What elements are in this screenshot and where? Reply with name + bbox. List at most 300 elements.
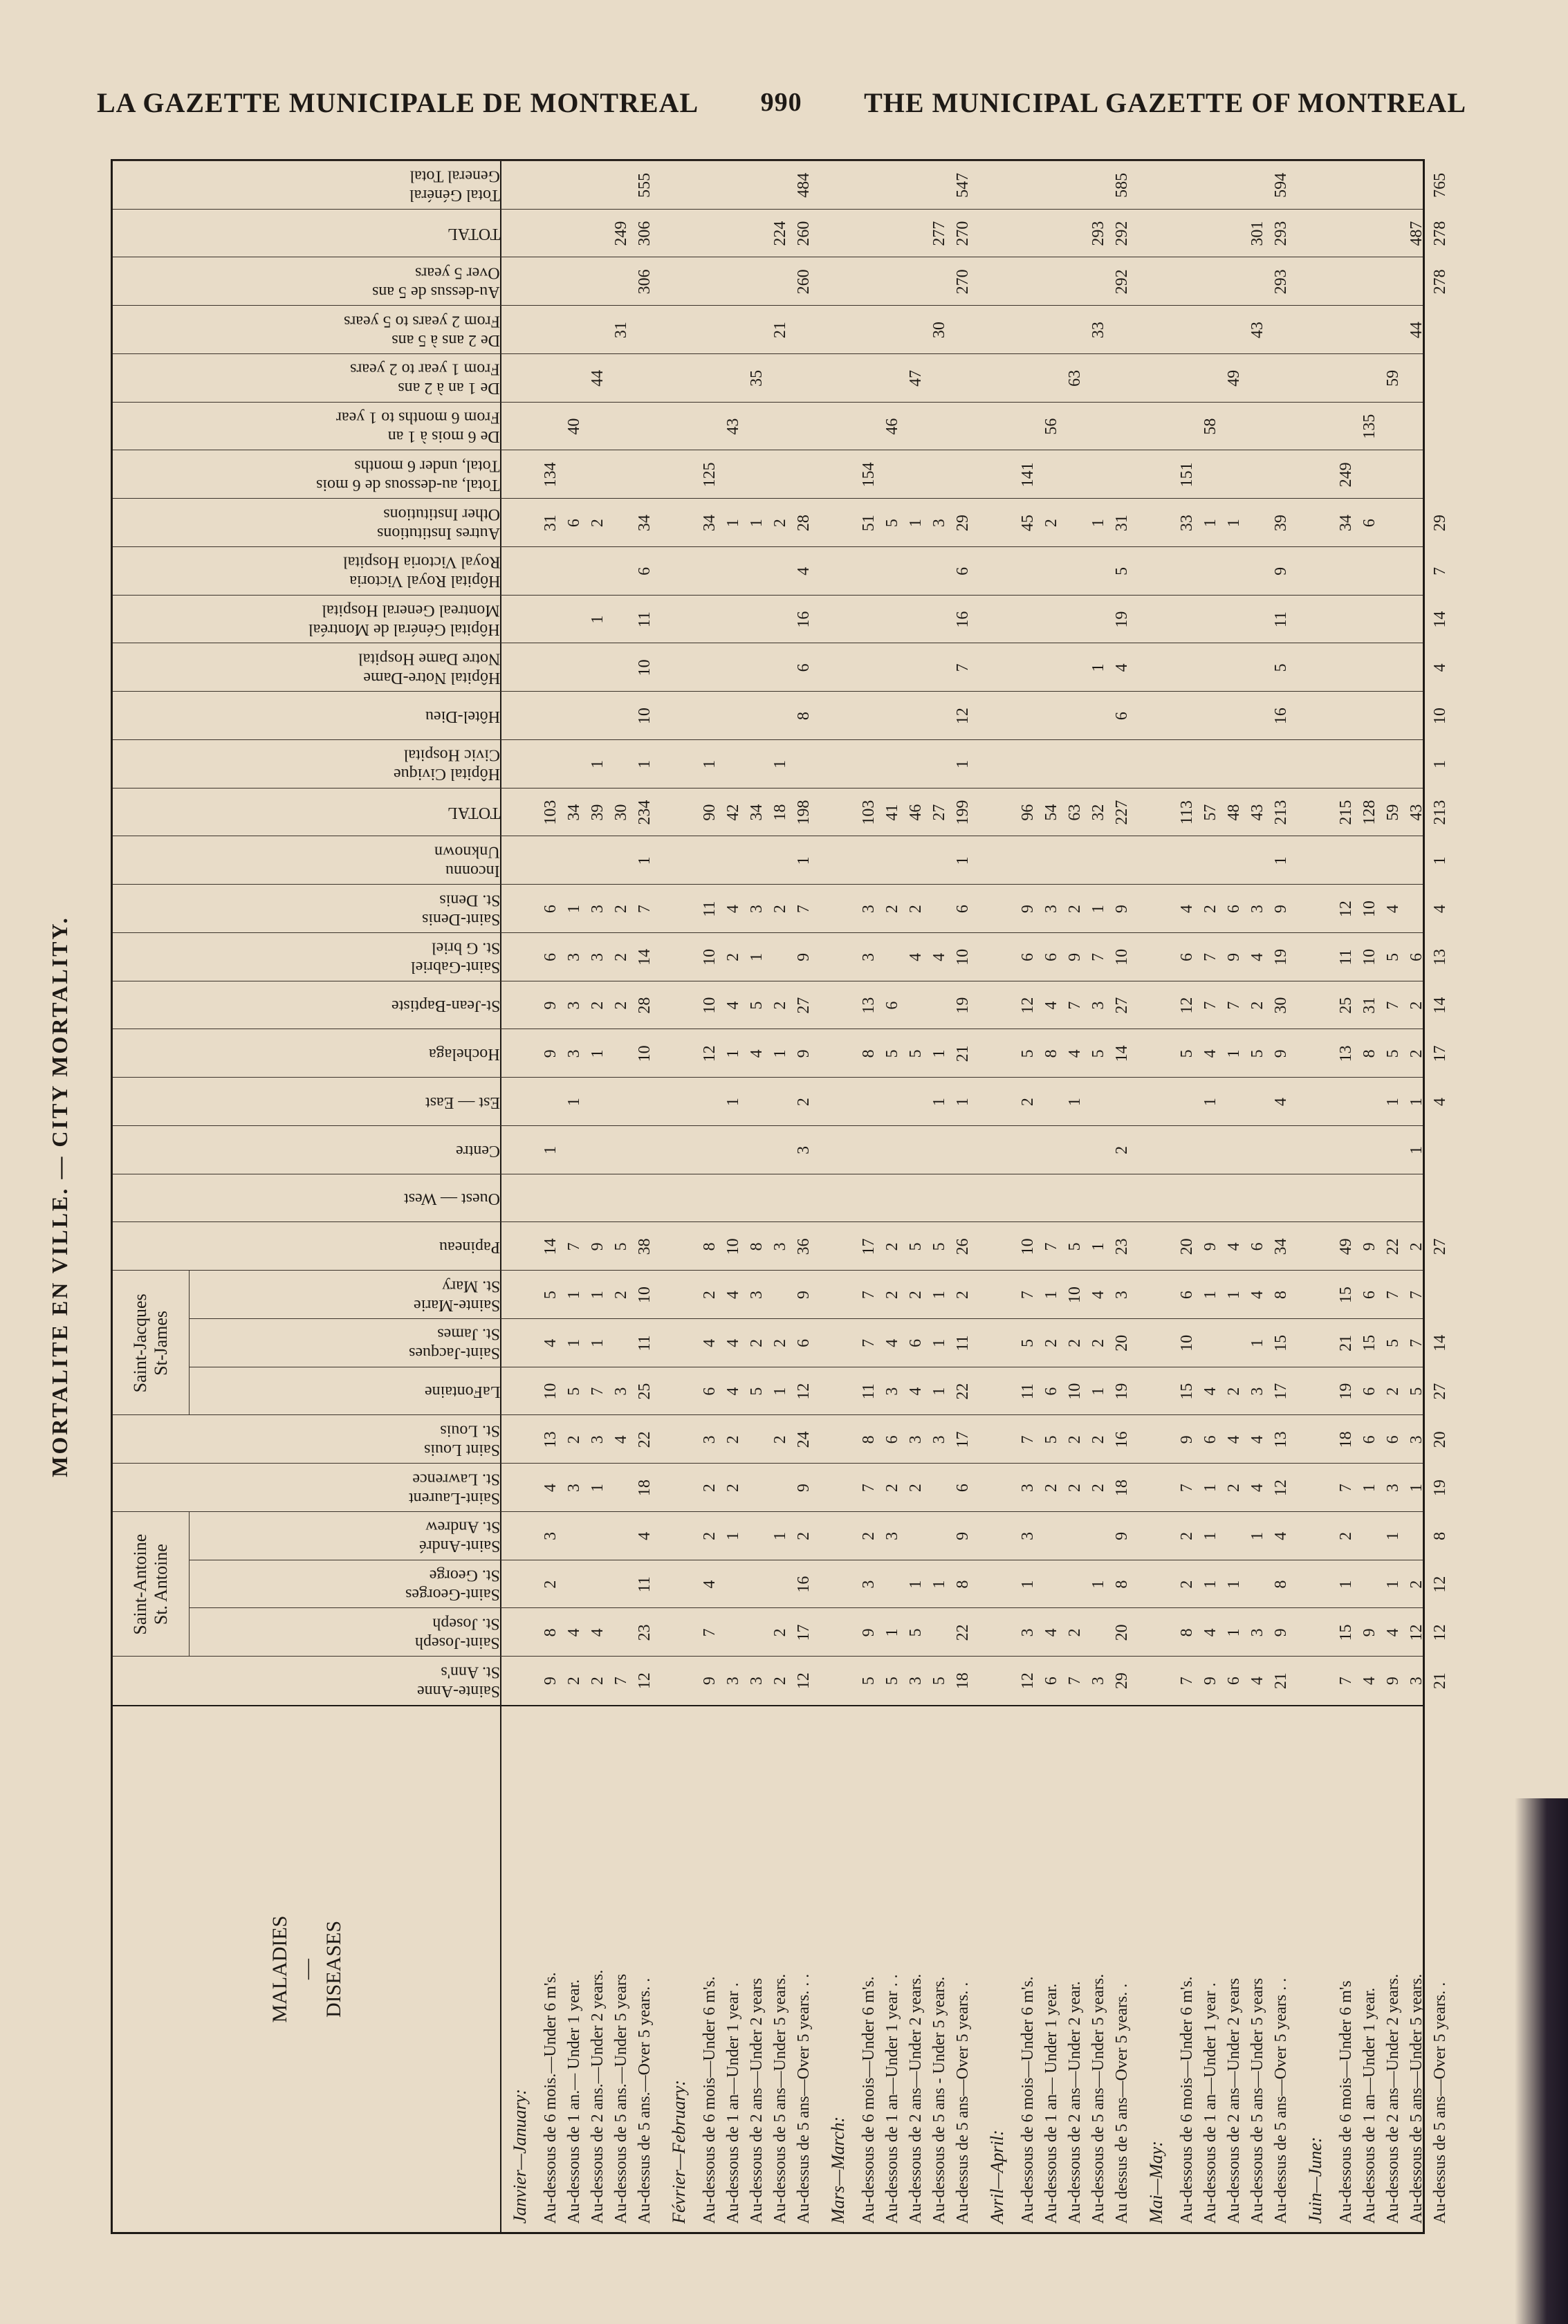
table-cell: 7	[1408, 1338, 1426, 1347]
table-cell: 1	[1384, 1098, 1402, 1107]
row-label: Au-dessous de 6 mois.—Under 6 m's.	[542, 1972, 560, 2224]
table-cell: 125	[701, 462, 719, 488]
table-cell: 6	[907, 1338, 925, 1347]
table-cell: 3	[883, 1387, 901, 1396]
table-cell: 22	[636, 1431, 654, 1448]
row-label: Au-dessous de 1 an— Under 1 year.	[1042, 1983, 1060, 2224]
table-cell: 2	[612, 1291, 630, 1300]
table-cell: 30	[612, 804, 630, 821]
table-cell: 10	[1019, 1238, 1037, 1255]
column-header	[113, 788, 500, 837]
row-label: Au-dessus de 5 ans—Over 5 years . .	[1272, 1977, 1290, 2224]
column-header-label: Total Général General Total	[409, 167, 500, 205]
table-cell: 3	[795, 1145, 813, 1154]
column-header	[113, 160, 500, 210]
table-cell: 1	[1089, 1242, 1107, 1251]
table-cell: 56	[1042, 418, 1060, 435]
row-label: Au-dessous de 1 an.— Under 1 year.	[565, 1979, 583, 2224]
table-cell: 5	[907, 1049, 925, 1058]
table-cell: 6	[1361, 1291, 1378, 1300]
table-cell: 5	[748, 1001, 766, 1010]
table-cell: 14	[1431, 611, 1449, 628]
table-cell: 7	[860, 1338, 878, 1347]
table-cell: 10	[1361, 901, 1378, 918]
month-heading: Février—February:	[669, 2080, 689, 2224]
row-label: Au-dessous de 2 ans—Under 2 years.	[907, 1973, 925, 2224]
table-cell: 2	[701, 1291, 719, 1300]
column-header-label: Saint Louis St. Louis	[423, 1421, 500, 1459]
table-cell: 27	[1113, 997, 1131, 1014]
table-cell: 1	[1225, 1291, 1243, 1300]
table-cell: 17	[860, 1238, 878, 1255]
table-cell: 270	[954, 269, 972, 295]
table-cell: 11	[860, 1383, 878, 1400]
table-cell: 5	[883, 1677, 901, 1686]
table-cell: 3	[701, 1435, 719, 1444]
table-cell: 2	[1178, 1580, 1196, 1589]
row-label: Au-dessous de 5 ans - Under 5 years.	[930, 1976, 948, 2224]
table-cell: 8	[748, 1242, 766, 1251]
table-cell: 2	[1066, 1628, 1084, 1637]
table-cell: 12	[1408, 1624, 1426, 1641]
book-spine-shadow	[1515, 1798, 1568, 2324]
table-cell: 4	[636, 1531, 654, 1540]
table-cell: 1	[1225, 1580, 1243, 1589]
table-cell: 31	[612, 322, 630, 339]
table-cell: 11	[1019, 1383, 1037, 1400]
table-cell: 15	[1178, 1383, 1196, 1400]
table-cell: 12	[954, 708, 972, 725]
table-cell: 224	[771, 221, 789, 246]
table-cell: 33	[1178, 515, 1196, 532]
table-cell: 16	[795, 611, 813, 628]
column-header	[113, 209, 500, 258]
table-cell: 96	[1019, 804, 1037, 821]
table-cell: 27	[795, 997, 813, 1014]
table-cell: 1	[771, 1387, 789, 1396]
table-cell: 3	[860, 952, 878, 961]
table-cell: 19	[1337, 1383, 1355, 1400]
table-cell: 3	[1408, 1435, 1426, 1444]
table-cell: 9	[1066, 952, 1084, 961]
table-cell: 8	[795, 712, 813, 721]
table-cell: 4	[1248, 1484, 1266, 1493]
table-cell: 3	[1384, 1484, 1402, 1493]
table-cell: 1	[565, 905, 583, 914]
table-cell: 293	[1272, 221, 1290, 246]
table-cell: 3	[565, 1001, 583, 1010]
column-header-label: Sainte-Anne St. Ann's	[417, 1663, 500, 1700]
row-label: Au-dessous de 6 mois—Under 6 m's.	[1178, 1976, 1196, 2224]
table-cell: 13	[1272, 1431, 1290, 1448]
table-cell: 2	[724, 952, 742, 961]
table-cell: 9	[795, 1049, 813, 1058]
table-cell: 1	[1201, 1291, 1219, 1300]
table-cell: 31	[1113, 515, 1131, 532]
table-cell: 7	[1019, 1291, 1037, 1300]
table-cell: 16	[795, 1576, 813, 1593]
table-cell: 15	[1337, 1286, 1355, 1304]
table-cell: 292	[1113, 221, 1131, 246]
table-cell: 1	[589, 759, 607, 768]
column-header-label: Inconnu Unknown	[434, 842, 500, 880]
row-label: Au-dessous de 5 ans—Under 5 years.	[1089, 1973, 1107, 2224]
table-cell: 5	[565, 1387, 583, 1396]
table-cell: 1	[1201, 1580, 1219, 1589]
table-cell: 2	[612, 952, 630, 961]
table-cell: 1	[1201, 1098, 1219, 1107]
table-cell: 11	[701, 901, 719, 917]
table-cell: 1	[1431, 759, 1449, 768]
column-header	[189, 1318, 500, 1367]
table-cell: 1	[930, 1338, 948, 1347]
table-cell: 9	[542, 1001, 560, 1010]
table-cell: 22	[954, 1383, 972, 1400]
table-cell: 11	[636, 1576, 654, 1593]
table-cell: 59	[1384, 369, 1402, 387]
table-cell: 213	[1431, 800, 1449, 825]
table-cell: 6	[1361, 519, 1378, 528]
table-cell: 1	[930, 1580, 948, 1589]
table-cell: 9	[1361, 1628, 1378, 1637]
column-header	[189, 1608, 500, 1657]
column-group-1	[113, 1270, 190, 1415]
table-cell: 2	[795, 1098, 813, 1107]
table-cell: 4	[1225, 1242, 1243, 1251]
table-cell: 9	[1272, 566, 1290, 575]
table-cell: 4	[724, 1291, 742, 1300]
table-cell: 34	[636, 515, 654, 532]
table-cell: 26	[954, 1238, 972, 1255]
table-cell: 49	[1337, 1238, 1355, 1255]
table-cell: 306	[636, 269, 654, 295]
table-cell: 4	[1113, 663, 1131, 672]
table-cell: 8	[1042, 1049, 1060, 1058]
diseases-header-en: DISEASES	[322, 1920, 345, 2018]
table-cell: 2	[907, 1484, 925, 1493]
table-cell: 27	[930, 804, 948, 821]
table-body	[500, 161, 1449, 2232]
table-cell: 33	[1089, 322, 1107, 339]
table-cell: 4	[883, 1338, 901, 1347]
table-cell: 1	[1225, 519, 1243, 528]
table-cell: 5	[1384, 1338, 1402, 1347]
table-cell: 4	[1272, 1531, 1290, 1540]
table-cell: 3	[1248, 1628, 1266, 1637]
table-cell: 21	[1337, 1334, 1355, 1352]
table-cell: 6	[954, 905, 972, 914]
table-cell: 6	[542, 905, 560, 914]
table-cell: 2	[771, 1338, 789, 1347]
column-header	[113, 353, 500, 403]
table-cell: 6	[883, 1435, 901, 1444]
column-header	[113, 643, 500, 692]
table-cell: 1	[1201, 519, 1219, 528]
table-cell: 12	[1337, 901, 1355, 918]
table-cell: 17	[795, 1624, 813, 1641]
column-header	[113, 691, 500, 740]
row-label: Au-dessous de 2 ans—Under 2 year.	[1066, 1981, 1084, 2224]
table-cell: 3	[565, 952, 583, 961]
table-cell: 1	[954, 1098, 972, 1107]
table-cell: 21	[954, 1045, 972, 1062]
table-cell: 59	[1384, 804, 1402, 821]
table-cell: 10	[954, 948, 972, 966]
table-cell: 4	[1361, 1677, 1378, 1686]
table-cell: 42	[724, 804, 742, 821]
table-cell: 17	[1272, 1383, 1290, 1400]
table-cell: 25	[1337, 997, 1355, 1014]
table-cell: 12	[1431, 1576, 1449, 1593]
table-cell: 1	[1089, 905, 1107, 914]
table-cell: 3	[565, 1049, 583, 1058]
table-cell: 32	[1089, 804, 1107, 821]
table-cell: 3	[589, 905, 607, 914]
table-cell: 1	[1201, 1484, 1219, 1493]
column-header	[113, 932, 500, 981]
table-cell: 9	[542, 1049, 560, 1058]
table-cell: 306	[636, 221, 654, 246]
table-cell: 19	[954, 997, 972, 1014]
table-cell: 3	[1089, 1001, 1107, 1010]
table-cell: 9	[795, 952, 813, 961]
table-cell: 7	[1201, 952, 1219, 961]
table-cell: 6	[954, 1484, 972, 1493]
table-cell: 19	[1113, 611, 1131, 628]
table-cell: 2	[883, 1291, 901, 1300]
table-cell: 293	[1089, 221, 1107, 246]
table-cell: 16	[1113, 1431, 1131, 1448]
column-group-0	[113, 1511, 190, 1657]
table-cell: 2	[1408, 1580, 1426, 1589]
table-cell: 5	[930, 1242, 948, 1251]
table-cell: 12	[636, 1672, 654, 1690]
column-header	[113, 498, 500, 547]
table-cell: 44	[589, 369, 607, 387]
table-cell: 40	[565, 418, 583, 435]
table-cell: 1	[1384, 1531, 1402, 1540]
column-header-label: Saint-Jacques St. James	[409, 1325, 500, 1363]
column-header-label: St-Jean-Baptiste	[391, 997, 500, 1015]
table-cell: 103	[542, 800, 560, 825]
table-cell: 12	[1431, 1624, 1449, 1641]
table-cell: 20	[1113, 1334, 1131, 1352]
column-header-label: Total, au-dessous de 6 mois Total, under 6 months	[316, 456, 500, 494]
table-cell: 4	[1431, 905, 1449, 914]
table-cell: 14	[1431, 997, 1449, 1014]
table-cell: 54	[1042, 804, 1060, 821]
table-cell: 12	[1178, 997, 1196, 1014]
table-cell: 227	[1113, 800, 1131, 825]
table-cell: 18	[1113, 1479, 1131, 1497]
table-cell: 8	[1272, 1291, 1290, 1300]
column-group-sublabel: St-James	[151, 1310, 171, 1376]
table-cell: 2	[883, 905, 901, 914]
table-cell: 15	[1272, 1334, 1290, 1352]
column-header	[113, 595, 500, 644]
column-header-label: Est — East	[425, 1093, 500, 1112]
table-cell: 4	[1384, 1628, 1402, 1637]
table-cell: 41	[883, 804, 901, 821]
table-cell: 4	[612, 1435, 630, 1444]
table-cell: 199	[954, 800, 972, 825]
table-cell: 1	[1337, 1580, 1355, 1589]
table-cell: 547	[954, 172, 972, 198]
column-rule	[500, 402, 1423, 403]
table-cell: 5	[1019, 1338, 1037, 1347]
table-cell: 2	[1225, 1387, 1243, 1396]
table-cell: 278	[1431, 221, 1449, 246]
table-cell: 22	[1384, 1238, 1402, 1255]
table-cell: 46	[883, 418, 901, 435]
table-cell: 11	[1272, 611, 1290, 628]
table-cell: 213	[1272, 800, 1290, 825]
table-cell: 3	[1019, 1628, 1037, 1637]
column-header	[113, 546, 500, 596]
table-cell: 1	[771, 1531, 789, 1540]
table-cell: 11	[636, 1335, 654, 1352]
table-cell: 7	[1337, 1484, 1355, 1493]
table-cell: 2	[724, 1484, 742, 1493]
table-cell: 15	[1361, 1334, 1378, 1352]
table-cell: 20	[1178, 1238, 1196, 1255]
table-cell: 1	[636, 856, 654, 865]
column-group-label: Saint-Antoine	[130, 1533, 150, 1635]
table-cell: 7	[1225, 1001, 1243, 1010]
table-cell: 2	[1225, 1484, 1243, 1493]
table-cell: 5	[1178, 1049, 1196, 1058]
table-cell: 2	[1019, 1098, 1037, 1107]
table-cell: 1	[771, 1049, 789, 1058]
table-cell: 1	[589, 1338, 607, 1347]
table-cell: 5	[860, 1677, 878, 1686]
table-cell: 10	[701, 997, 719, 1014]
table-cell: 3	[748, 905, 766, 914]
table-cell: 2	[701, 1484, 719, 1493]
table-cell: 17	[954, 1431, 972, 1448]
running-header	[97, 82, 1466, 123]
table-cell: 4	[907, 1387, 925, 1396]
row-label: Au-dessous de 1 an—Under 1 year . .	[883, 1974, 901, 2224]
table-cell: 4	[724, 1001, 742, 1010]
table-cell: 5	[612, 1242, 630, 1251]
table-cell: 6	[1225, 1677, 1243, 1686]
table-cell: 43	[724, 418, 742, 435]
row-label: Au-dessous de 5 ans—Under 5 years.	[1408, 1973, 1426, 2224]
table-cell: 484	[795, 172, 813, 198]
table-cell: 16	[954, 611, 972, 628]
table-cell: 135	[1361, 414, 1378, 439]
table-cell: 7	[1019, 1435, 1037, 1444]
table-cell: 4	[1201, 1387, 1219, 1396]
row-label: Au-dessus de 5 ans—Over 5 years. .	[1431, 1982, 1449, 2224]
table-cell: 6	[795, 663, 813, 672]
table-cell: 4	[1248, 952, 1266, 961]
table-cell: 5	[907, 1242, 925, 1251]
table-cell: 3	[907, 1435, 925, 1444]
table-cell: 28	[636, 997, 654, 1014]
table-cell: 46	[907, 804, 925, 821]
column-header-label: Hôpital Civique Civic Hospital	[394, 746, 500, 784]
table-cell: 1	[1361, 1484, 1378, 1493]
table-cell: 2	[907, 905, 925, 914]
table-cell: 1	[795, 856, 813, 865]
table-cell: 9	[1201, 1242, 1219, 1251]
table-cell: 5	[1272, 663, 1290, 672]
table-cell: 2	[612, 905, 630, 914]
table-cell: 293	[1272, 269, 1290, 295]
table-cell: 7	[860, 1484, 878, 1493]
table-cell: 8	[1361, 1049, 1378, 1058]
table-cell: 1	[1019, 1580, 1037, 1589]
diseases-header	[113, 1705, 500, 2232]
table-cell: 4	[1089, 1291, 1107, 1300]
table-cell: 4	[907, 952, 925, 961]
table-cell: 5	[930, 1677, 948, 1686]
table-cell: 1	[954, 759, 972, 768]
table-cell: 151	[1178, 462, 1196, 488]
column-header-label: Saint-Georges St. George	[405, 1566, 500, 1604]
column-rule	[500, 450, 1423, 451]
row-label: Au-dessous de 5 ans—Under 5 years.	[771, 1973, 789, 2224]
table-cell: 5	[542, 1291, 560, 1300]
table-cell: 5	[883, 1049, 901, 1058]
table-cell: 7	[701, 1628, 719, 1637]
table-cell: 43	[1408, 804, 1426, 821]
table-cell: 21	[1431, 1672, 1449, 1690]
table-cell: 6	[636, 566, 654, 575]
table-cell: 7	[1178, 1484, 1196, 1493]
row-label: Au-dessous de 6 mois—Under 6 m's.	[701, 1976, 719, 2224]
table-cell: 4	[542, 1338, 560, 1347]
table-cell: 4	[542, 1484, 560, 1493]
table-cell: 2	[860, 1531, 878, 1540]
table-cell: 2	[1113, 1145, 1131, 1154]
table-cell: 6	[701, 1387, 719, 1396]
table-cell: 6	[1225, 905, 1243, 914]
table-cell: 20	[1431, 1431, 1449, 1448]
table-cell: 8	[1272, 1580, 1290, 1589]
table-cell: 8	[701, 1242, 719, 1251]
column-header	[113, 402, 500, 451]
table-cell: 9	[1225, 952, 1243, 961]
table-cell: 2	[1201, 905, 1219, 914]
table-cell: 134	[542, 462, 560, 488]
table-cell: 16	[1272, 708, 1290, 725]
table-cell: 43	[1248, 322, 1266, 339]
table-cell: 1	[883, 1628, 901, 1637]
table-cell: 594	[1272, 172, 1290, 198]
table-cell: 4	[1431, 1098, 1449, 1107]
column-header-label: Saint-Gabriel St. G briel	[410, 939, 500, 977]
column-header-label: Au-dessus de 5 ans Over 5 years	[372, 264, 500, 301]
table-cell: 14	[636, 948, 654, 966]
month-heading: Janvier—January:	[510, 2089, 530, 2224]
table-cell: 2	[771, 519, 789, 528]
row-label: Au-dessus de 5 ans—Over 5 years. . .	[795, 1973, 813, 2224]
table-cell: 3	[1042, 905, 1060, 914]
table-cell: 3	[860, 1580, 878, 1589]
table-cell: 2	[1066, 1484, 1084, 1493]
table-cell: 4	[701, 1338, 719, 1347]
table-cell: 4	[1042, 1628, 1060, 1637]
table-cell: 5	[907, 1628, 925, 1637]
row-label: Au-dessous de 5 ans.—Under 5 years	[612, 1973, 630, 2224]
table-cell: 19	[1272, 948, 1290, 966]
table-cell: 34	[1272, 1238, 1290, 1255]
table-cell: 2	[883, 1484, 901, 1493]
table-cell: 4	[1384, 905, 1402, 914]
